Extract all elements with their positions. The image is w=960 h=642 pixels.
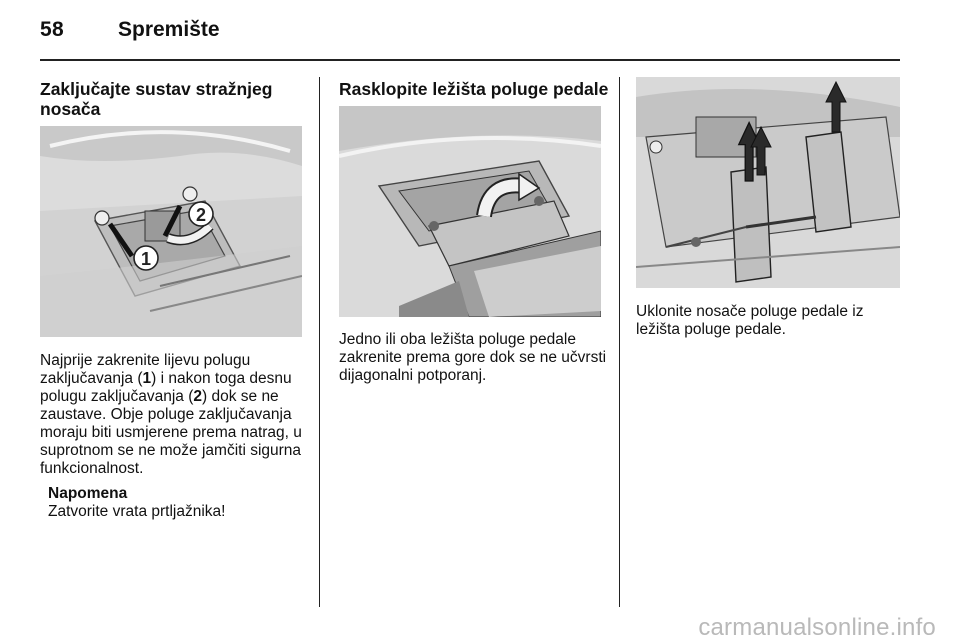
instruction-text-fold-out: Jedno ili oba ležišta poluge pedale zakrenite prema gore dok se ne učvrsti dijagonalni potporanj. [339,331,607,384]
note-text: Zatvorite vrata prtljažnika! [48,503,226,520]
figure-lock-levers [40,126,302,337]
ref-2: 2 [193,388,202,405]
instruction-text-remove: Uklonite nosače poluge pedale iz ležišta poluge pedale. [636,303,864,338]
section-heading-fold-out: Rasklopite ležišta poluge pedale [339,79,609,99]
callout-1: 1 [140,249,152,269]
instruction-text-lock: Najprije zakrenite lijevu polugu zaključavanja (1) i nakon toga desnu polugu zaključavanja (2) dok se ne zaustave. Obje poluge zaključavanja moraju biti usmjerene prema natrag, u suprotnom se ne može jamčiti sigurna funkcionalnost. [40,352,302,477]
ref-1: 1 [142,370,152,387]
figure-remove-holders [636,77,900,288]
column-divider-left [319,77,320,607]
chapter-title: Spremište [118,18,220,41]
note-title: Napomena [48,485,128,502]
column-divider-right [619,77,620,607]
page-number: 58 [40,18,64,41]
note-block [48,485,308,521]
watermark: carmanualsonline.info [698,614,936,641]
section-heading-lock-carrier: Zaključajte sustav stražnjeg nosača [40,79,273,119]
figure-fold-out-holder [339,106,601,317]
header-rule [40,59,900,61]
callout-2: 2 [195,205,207,225]
